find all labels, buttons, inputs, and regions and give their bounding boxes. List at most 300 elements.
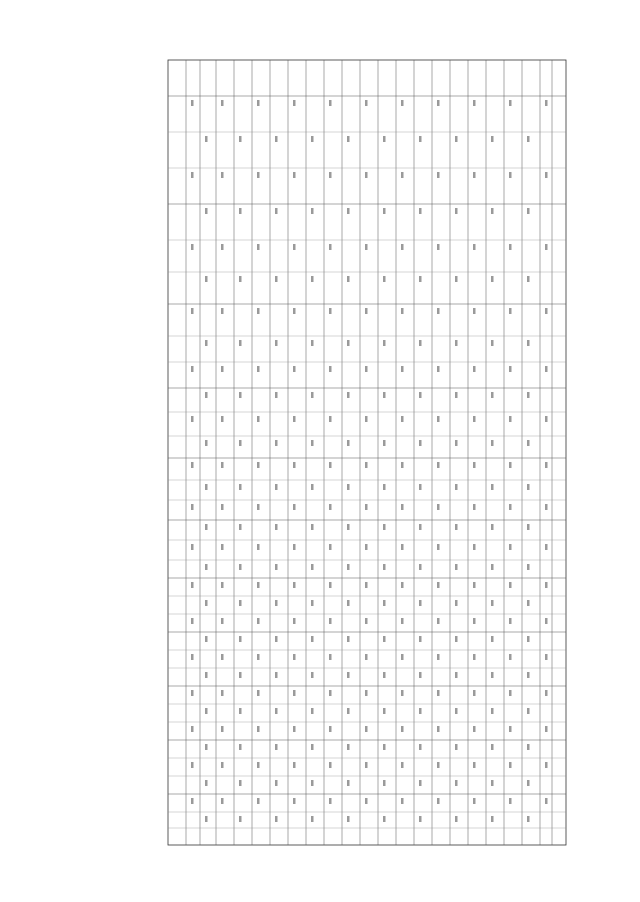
- table-cell-text: [527, 708, 530, 714]
- table-cell-text: [527, 564, 530, 570]
- table-cell-text: [419, 816, 422, 822]
- table-cell-text: [347, 440, 350, 446]
- table-cell-text: [257, 654, 260, 660]
- table-cell-text: [293, 582, 296, 588]
- table-cell-text: [347, 816, 350, 822]
- table-cell-text: [545, 244, 548, 250]
- table-cell-text: [257, 462, 260, 468]
- table-cell-text: [311, 340, 314, 346]
- table-cell-text: [401, 366, 404, 372]
- table-cell-text: [473, 100, 476, 106]
- table-cell-text: [365, 762, 368, 768]
- table-cell-text: [527, 484, 530, 490]
- table-cell-text: [205, 816, 208, 822]
- table-cell-text: [473, 798, 476, 804]
- table-cell-text: [383, 744, 386, 750]
- table-cell-text: [473, 654, 476, 660]
- table-text-stubs: [191, 100, 548, 822]
- table-cell-text: [491, 208, 494, 214]
- table-cell-text: [275, 672, 278, 678]
- table-cell-text: [545, 308, 548, 314]
- table-cell-text: [347, 672, 350, 678]
- table-cell-text: [401, 582, 404, 588]
- table-cell-text: [205, 484, 208, 490]
- table-cell-text: [509, 172, 512, 178]
- table-cell-text: [347, 744, 350, 750]
- table-cell-text: [401, 654, 404, 660]
- table-cell-text: [275, 524, 278, 530]
- table-cell-text: [545, 462, 548, 468]
- table-cell-text: [383, 440, 386, 446]
- table-cell-text: [205, 276, 208, 282]
- table-cell-text: [221, 100, 224, 106]
- table-cell-text: [239, 208, 242, 214]
- table-cell-text: [311, 672, 314, 678]
- table-cell-text: [527, 392, 530, 398]
- table-cell-text: [419, 392, 422, 398]
- table-cell-text: [191, 544, 194, 550]
- table-cell-text: [275, 600, 278, 606]
- table-cell-text: [329, 416, 332, 422]
- table-cell-text: [257, 726, 260, 732]
- table-cell-text: [329, 544, 332, 550]
- table-cell-text: [473, 762, 476, 768]
- table-cell-text: [473, 416, 476, 422]
- table-cell-text: [437, 798, 440, 804]
- table-cell-text: [455, 208, 458, 214]
- table-cell-text: [311, 392, 314, 398]
- table-cell-text: [365, 726, 368, 732]
- table-cell-text: [545, 100, 548, 106]
- table-cell-text: [473, 690, 476, 696]
- table-cell-text: [311, 636, 314, 642]
- table-cell-text: [239, 524, 242, 530]
- table-cell-text: [509, 726, 512, 732]
- table-cell-text: [419, 208, 422, 214]
- table-cell-text: [527, 524, 530, 530]
- table-cell-text: [239, 600, 242, 606]
- table-cell-text: [329, 582, 332, 588]
- table-cell-text: [311, 780, 314, 786]
- table-cell-text: [275, 744, 278, 750]
- table-cell-text: [491, 816, 494, 822]
- table-cell-text: [437, 504, 440, 510]
- table-cell-text: [383, 136, 386, 142]
- table-cell-text: [293, 544, 296, 550]
- table-cell-text: [205, 708, 208, 714]
- table-cell-text: [257, 366, 260, 372]
- table-cell-text: [527, 440, 530, 446]
- table-cell-text: [383, 340, 386, 346]
- table-cell-text: [293, 100, 296, 106]
- table-cell-text: [205, 524, 208, 530]
- table-cell-text: [191, 582, 194, 588]
- table-cell-text: [419, 484, 422, 490]
- table-cell-text: [419, 564, 422, 570]
- table-cell-text: [419, 672, 422, 678]
- table-cell-text: [293, 618, 296, 624]
- table-cell-text: [401, 416, 404, 422]
- table-cell-text: [293, 416, 296, 422]
- table-cell-text: [401, 798, 404, 804]
- table-cell-text: [275, 136, 278, 142]
- table-cell-text: [509, 544, 512, 550]
- table-cell-text: [473, 726, 476, 732]
- table-cell-text: [329, 308, 332, 314]
- table-cell-text: [491, 524, 494, 530]
- table-cell-text: [545, 798, 548, 804]
- table-cell-text: [401, 690, 404, 696]
- table-cell-text: [205, 636, 208, 642]
- table-cell-text: [365, 618, 368, 624]
- table-cell-text: [419, 524, 422, 530]
- table-cell-text: [239, 816, 242, 822]
- table-cell-text: [401, 726, 404, 732]
- table-cell-text: [239, 392, 242, 398]
- table-cell-text: [473, 544, 476, 550]
- table-cell-text: [545, 366, 548, 372]
- table-cell-text: [437, 582, 440, 588]
- table-cell-text: [293, 172, 296, 178]
- table-cell-text: [191, 726, 194, 732]
- table-cell-text: [221, 462, 224, 468]
- table-cell-text: [437, 462, 440, 468]
- table-cell-text: [473, 582, 476, 588]
- table-cell-text: [329, 798, 332, 804]
- table-cell-text: [419, 780, 422, 786]
- table-cell-text: [329, 690, 332, 696]
- table-cell-text: [257, 798, 260, 804]
- table-cell-text: [205, 564, 208, 570]
- table-cell-text: [527, 276, 530, 282]
- table-cell-text: [545, 416, 548, 422]
- table-cell-text: [509, 244, 512, 250]
- table-cell-text: [329, 762, 332, 768]
- table-cell-text: [491, 600, 494, 606]
- table-cell-text: [509, 504, 512, 510]
- table-cell-text: [473, 366, 476, 372]
- table-cell-text: [437, 100, 440, 106]
- table-cell-text: [221, 244, 224, 250]
- table-cell-text: [293, 462, 296, 468]
- table-cell-text: [293, 308, 296, 314]
- table-cell-text: [257, 618, 260, 624]
- table-cell-text: [509, 308, 512, 314]
- table-cell-text: [401, 244, 404, 250]
- table-cell-text: [257, 172, 260, 178]
- table-cell-text: [383, 276, 386, 282]
- table-cell-text: [275, 636, 278, 642]
- table-cell-text: [437, 654, 440, 660]
- table-cell-text: [419, 276, 422, 282]
- table-cell-text: [329, 462, 332, 468]
- table-cell-text: [545, 618, 548, 624]
- table-cell-text: [221, 798, 224, 804]
- table-cell-text: [329, 726, 332, 732]
- table-cell-text: [365, 690, 368, 696]
- table-cell-text: [455, 744, 458, 750]
- table-cell-text: [455, 276, 458, 282]
- table-cell-text: [239, 340, 242, 346]
- table-cell-text: [221, 618, 224, 624]
- table-cell-text: [365, 244, 368, 250]
- table-cell-text: [437, 308, 440, 314]
- table-cell-text: [545, 690, 548, 696]
- table-cell-text: [191, 690, 194, 696]
- table-cell-text: [293, 690, 296, 696]
- table-cell-text: [401, 308, 404, 314]
- table-cell-text: [455, 564, 458, 570]
- table-cell-text: [239, 276, 242, 282]
- table-cell-text: [365, 100, 368, 106]
- table-cell-text: [491, 780, 494, 786]
- table-cell-text: [401, 462, 404, 468]
- table-cell-text: [191, 308, 194, 314]
- table-cell-text: [205, 672, 208, 678]
- table-cell-text: [509, 100, 512, 106]
- table-cell-text: [221, 504, 224, 510]
- table-cell-text: [365, 308, 368, 314]
- table-cell-text: [191, 416, 194, 422]
- table-cell-text: [347, 564, 350, 570]
- table-cell-text: [239, 484, 242, 490]
- table-cell-text: [329, 618, 332, 624]
- table-cell-text: [221, 726, 224, 732]
- table-cell-text: [365, 654, 368, 660]
- table-cell-text: [509, 366, 512, 372]
- table-cell-text: [383, 636, 386, 642]
- table-cell-text: [275, 392, 278, 398]
- table-cell-text: [437, 618, 440, 624]
- table-cell-text: [311, 208, 314, 214]
- table-cell-text: [437, 172, 440, 178]
- table-cell-text: [545, 726, 548, 732]
- table-cell-text: [275, 208, 278, 214]
- table-cell-text: [191, 172, 194, 178]
- table-cell-text: [473, 618, 476, 624]
- table-cell-text: [509, 690, 512, 696]
- table-cell-text: [491, 136, 494, 142]
- table-cell-text: [545, 504, 548, 510]
- table-cell-text: [191, 100, 194, 106]
- table-cell-text: [347, 484, 350, 490]
- table-cell-text: [455, 340, 458, 346]
- table-cell-text: [419, 136, 422, 142]
- table-cell-text: [455, 392, 458, 398]
- table-cell-text: [545, 762, 548, 768]
- table-cell-text: [205, 136, 208, 142]
- table-cell-text: [419, 708, 422, 714]
- table-cell-text: [527, 780, 530, 786]
- table-cell-text: [221, 416, 224, 422]
- table-cell-text: [205, 392, 208, 398]
- table-cell-text: [205, 744, 208, 750]
- table-cell-text: [275, 440, 278, 446]
- table-cell-text: [221, 308, 224, 314]
- table-cell-text: [311, 744, 314, 750]
- table-cell-text: [257, 582, 260, 588]
- table-cell-text: [383, 484, 386, 490]
- table-cell-text: [383, 708, 386, 714]
- table-cell-text: [275, 708, 278, 714]
- table-cell-text: [293, 654, 296, 660]
- table-cell-text: [347, 392, 350, 398]
- table-cell-text: [527, 136, 530, 142]
- table-cell-text: [257, 544, 260, 550]
- table-cell-text: [527, 636, 530, 642]
- table-cell-text: [275, 276, 278, 282]
- table-cell-text: [455, 600, 458, 606]
- table-cell-text: [419, 636, 422, 642]
- table-cell-text: [545, 172, 548, 178]
- table-cell-text: [455, 136, 458, 142]
- table-cell-text: [419, 600, 422, 606]
- table-cell-text: [329, 366, 332, 372]
- table-cell-text: [275, 340, 278, 346]
- table-cell-text: [275, 816, 278, 822]
- table-cell-text: [419, 440, 422, 446]
- table-cell-text: [473, 172, 476, 178]
- table-cell-text: [205, 340, 208, 346]
- table-cell-text: [455, 440, 458, 446]
- table-cell-text: [545, 582, 548, 588]
- table-cell-text: [293, 366, 296, 372]
- table-cell-text: [347, 136, 350, 142]
- table-cell-text: [491, 744, 494, 750]
- table-cell-text: [401, 100, 404, 106]
- table-cell-text: [527, 340, 530, 346]
- table-cell-text: [383, 208, 386, 214]
- table-cell-text: [239, 136, 242, 142]
- table-cell-text: [383, 816, 386, 822]
- table-cell-text: [239, 564, 242, 570]
- table-cell-text: [491, 636, 494, 642]
- table-cell-text: [293, 798, 296, 804]
- table-cell-text: [311, 440, 314, 446]
- table-cell-text: [347, 600, 350, 606]
- table-cell-text: [455, 780, 458, 786]
- table-cell-text: [455, 524, 458, 530]
- table-cell-text: [347, 780, 350, 786]
- table-cell-text: [383, 524, 386, 530]
- table-cell-text: [365, 366, 368, 372]
- table-cell-text: [347, 636, 350, 642]
- table-cell-text: [473, 244, 476, 250]
- table-cell-text: [293, 762, 296, 768]
- table-cell-text: [383, 780, 386, 786]
- table-cell-text: [383, 392, 386, 398]
- table-cell-text: [221, 690, 224, 696]
- table-cell-text: [329, 504, 332, 510]
- table-cell-text: [239, 636, 242, 642]
- table-cell-text: [419, 340, 422, 346]
- table-cell-text: [221, 582, 224, 588]
- table-cell-text: [401, 618, 404, 624]
- table-cell-text: [191, 504, 194, 510]
- table-cell-text: [311, 136, 314, 142]
- table-cell-text: [191, 762, 194, 768]
- table-cell-text: [329, 654, 332, 660]
- table-cell-text: [257, 244, 260, 250]
- table-cell-text: [545, 654, 548, 660]
- table-cell-text: [239, 708, 242, 714]
- table-cell-text: [437, 544, 440, 550]
- table-cell-text: [221, 366, 224, 372]
- table-cell-text: [401, 504, 404, 510]
- table-cell-text: [239, 672, 242, 678]
- table-cell-text: [311, 600, 314, 606]
- table-cell-text: [311, 708, 314, 714]
- table-cell-text: [293, 504, 296, 510]
- table-cell-text: [401, 544, 404, 550]
- table-cell-text: [365, 416, 368, 422]
- table-cell-text: [205, 600, 208, 606]
- table-cell-text: [275, 484, 278, 490]
- table-cell-text: [491, 440, 494, 446]
- table-cell-text: [311, 484, 314, 490]
- table-cell-text: [191, 654, 194, 660]
- table-cell-text: [191, 244, 194, 250]
- table-cell-text: [455, 708, 458, 714]
- table-cell-text: [491, 672, 494, 678]
- table-cell-text: [383, 600, 386, 606]
- table-cell-text: [311, 816, 314, 822]
- table-cell-text: [509, 462, 512, 468]
- table-cell-text: [509, 798, 512, 804]
- table-cell-text: [191, 798, 194, 804]
- table-cell-text: [257, 762, 260, 768]
- table-cell-text: [365, 798, 368, 804]
- table-cell-text: [437, 726, 440, 732]
- table-cell-text: [473, 462, 476, 468]
- table-cell-text: [257, 100, 260, 106]
- table-cell-text: [293, 244, 296, 250]
- table-cell-text: [419, 744, 422, 750]
- table-cell-text: [347, 276, 350, 282]
- table-cell-text: [383, 564, 386, 570]
- table-cell-text: [311, 524, 314, 530]
- table-cell-text: [221, 654, 224, 660]
- table-cell-text: [365, 582, 368, 588]
- table-cell-text: [527, 816, 530, 822]
- table-cell-text: [491, 340, 494, 346]
- table-cell-text: [401, 762, 404, 768]
- table-cell-text: [401, 172, 404, 178]
- table-cell-text: [509, 582, 512, 588]
- table-cell-text: [257, 416, 260, 422]
- table-cell-text: [191, 366, 194, 372]
- table-cell-text: [473, 308, 476, 314]
- table-cell-text: [455, 672, 458, 678]
- table-cell-text: [383, 672, 386, 678]
- table-cell-text: [191, 462, 194, 468]
- table-cell-text: [509, 762, 512, 768]
- table-cell-text: [347, 208, 350, 214]
- table-cell-text: [527, 672, 530, 678]
- table-cell-text: [329, 172, 332, 178]
- table-cell-text: [191, 618, 194, 624]
- table-cell-text: [275, 564, 278, 570]
- table-cell-text: [365, 172, 368, 178]
- table-cell-text: [221, 544, 224, 550]
- table-cell-text: [491, 276, 494, 282]
- table-cell-text: [491, 708, 494, 714]
- table-cell-text: [527, 208, 530, 214]
- table-cell-text: [491, 484, 494, 490]
- table-cell-text: [347, 340, 350, 346]
- table-cell-text: [437, 690, 440, 696]
- table-cell-text: [347, 708, 350, 714]
